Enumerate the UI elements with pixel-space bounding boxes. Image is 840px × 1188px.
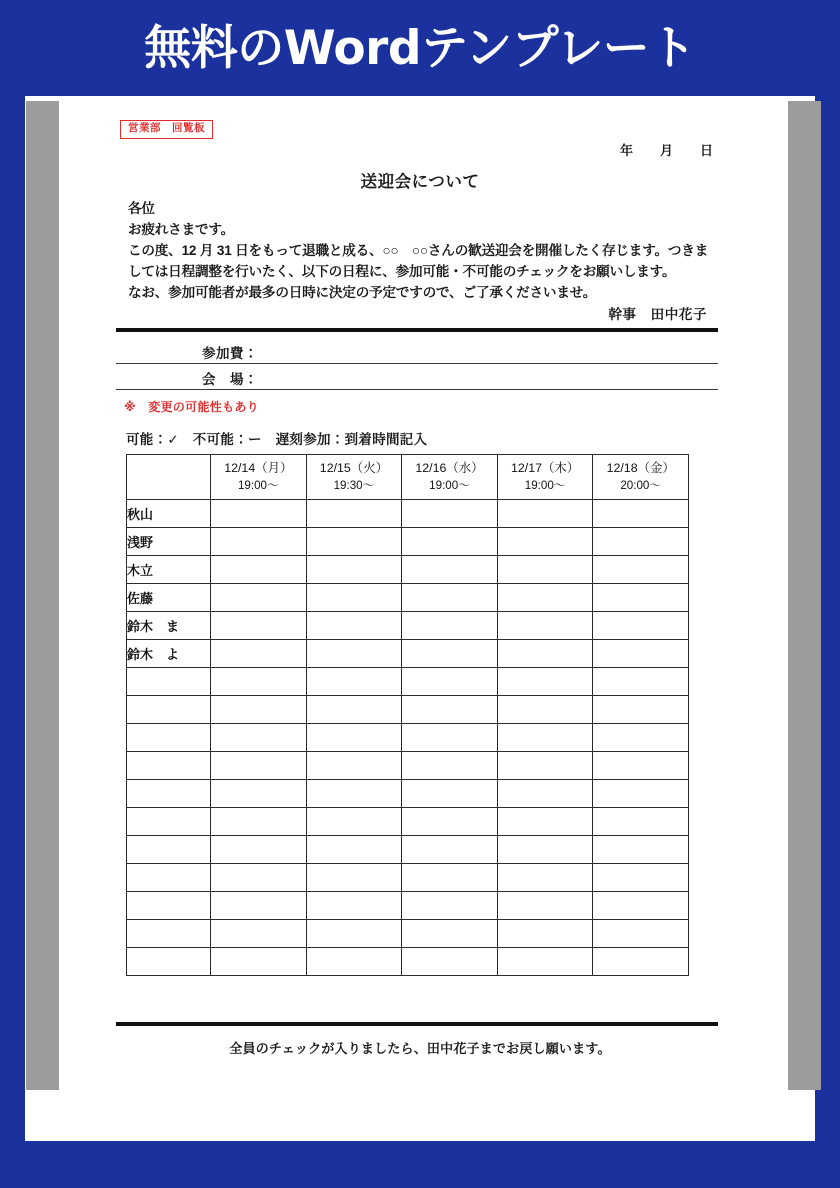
header-time-3: 19:00〜 [429,478,470,492]
attendee-name-cell[interactable] [127,668,211,696]
footer-instruction: 全員のチェックが入りましたら、田中花子までお戻し願います。 [229,1041,611,1056]
attendance-mark-cell[interactable] [211,920,307,948]
table-row [127,696,689,724]
attendance-mark-cell[interactable] [593,668,689,696]
table-row [127,752,689,780]
attendance-mark-cell[interactable] [497,612,593,640]
attendance-mark-cell[interactable] [306,780,402,808]
attendance-mark-cell[interactable] [402,836,498,864]
header-time-1: 19:00〜 [237,478,279,492]
attendance-mark-cell[interactable] [402,612,498,640]
attendance-mark-cell[interactable] [402,948,498,976]
attendee-name-cell[interactable] [127,696,211,724]
department-stamp: 営業部 回覧板 [120,120,213,139]
fee-field[interactable] [116,338,718,364]
attendance-mark-cell[interactable] [497,864,593,892]
attendance-mark-cell[interactable] [497,500,593,528]
attendee-name-cell[interactable] [127,808,211,836]
organizer-signature: 幹事 田中花子 [608,307,707,323]
attendance-mark-cell[interactable] [593,836,689,864]
attendance-mark-cell[interactable] [402,780,498,808]
table-header-day-1 [211,455,307,500]
table-row [127,640,689,668]
attendance-mark-cell[interactable] [211,780,307,808]
attendee-name-cell[interactable] [127,948,211,976]
attendance-mark-cell[interactable] [593,500,689,528]
date-line: 年 月 日 [619,143,720,158]
attendance-mark-cell[interactable] [402,640,498,668]
attendance-mark-cell[interactable] [211,584,307,612]
table-corner-cell [127,455,211,500]
fee-field-label: 参加費： [202,346,258,361]
attendance-mark-cell[interactable] [497,752,593,780]
attendee-name-cell[interactable]: 木立 [127,556,211,584]
attendance-mark-cell[interactable] [306,864,402,892]
table-header-day-4 [497,455,593,500]
header-time-4: 19:00〜 [524,478,566,492]
venue-field-label: 会 場： [202,372,258,387]
attendance-mark-cell[interactable] [211,500,307,528]
attendance-mark-cell[interactable] [211,612,307,640]
attendance-mark-cell[interactable] [593,808,689,836]
venue-field[interactable] [116,364,718,390]
attendance-mark-cell[interactable] [497,892,593,920]
attendance-mark-cell[interactable] [306,612,402,640]
attendance-mark-cell[interactable] [402,500,498,528]
table-row [127,836,689,864]
attendance-mark-cell[interactable] [497,696,593,724]
attendee-name-cell[interactable] [127,892,211,920]
table-row [127,920,689,948]
table-header-day-3 [402,455,498,500]
attendance-mark-cell[interactable] [211,752,307,780]
attendance-mark-cell[interactable] [402,920,498,948]
attendance-mark-cell[interactable] [593,528,689,556]
attendance-table-head [127,455,689,500]
attendee-name-cell[interactable] [127,920,211,948]
attendance-mark-cell[interactable] [593,556,689,584]
attendee-name-cell[interactable]: 鈴木 ま [127,612,211,640]
attendee-name-cell[interactable]: 鈴木 よ [127,640,211,668]
attendance-table-body [127,500,689,976]
table-row [127,724,689,752]
attendance-mark-cell[interactable] [497,640,593,668]
attendance-mark-cell[interactable] [402,528,498,556]
body-paragraph-2: なお、参加可能者が最多の日時に決定の予定ですので、ご了承くださいませ。 [128,285,597,301]
attendance-mark-cell[interactable] [306,808,402,836]
attendance-mark-cell[interactable] [211,724,307,752]
attendance-mark-cell[interactable] [306,724,402,752]
attendee-name-cell[interactable]: 佐藤 [127,584,211,612]
letter-body [128,198,713,325]
salutation: 各位 [128,201,155,216]
attendance-mark-cell[interactable] [306,948,402,976]
attendance-mark-cell[interactable] [593,612,689,640]
attendance-mark-cell[interactable] [593,584,689,612]
header-date-4: 12/17（木） [510,460,580,475]
attendance-mark-cell[interactable] [593,780,689,808]
attendance-mark-cell[interactable] [306,668,402,696]
table-header-day-2 [306,455,402,500]
header-time-5: 20:00〜 [620,478,661,492]
attendance-mark-cell[interactable] [497,584,593,612]
attendee-name-cell[interactable]: 浅野 [127,528,211,556]
page-title: 送迎会について [360,173,480,191]
attendee-name-cell[interactable] [127,752,211,780]
attendance-mark-cell[interactable] [306,640,402,668]
table-row [127,948,689,976]
attendance-mark-cell[interactable] [402,696,498,724]
attendance-mark-cell[interactable] [593,696,689,724]
attendance-mark-cell[interactable] [402,864,498,892]
table-header-row [127,455,689,500]
header-date-5: 12/18（金） [606,460,675,475]
attendee-name-cell[interactable]: 秋山 [127,500,211,528]
table-row [127,892,689,920]
header-date-2: 12/15（火） [319,460,388,475]
table-row [127,500,689,528]
attendance-mark-cell[interactable] [306,500,402,528]
promo-banner-title: 無料のWordテンプレート [144,20,696,76]
table-row [127,808,689,836]
attendee-name-cell[interactable] [127,780,211,808]
table-row [127,584,689,612]
attendance-mark-cell[interactable] [593,640,689,668]
greeting: お疲れさまです。 [128,222,235,238]
attendance-mark-cell[interactable] [402,668,498,696]
header-time-2: 19:30〜 [333,478,375,492]
table-row [127,556,689,584]
page-gutter-right [788,101,821,1090]
attendance-mark-cell[interactable] [211,556,307,584]
attendance-mark-cell[interactable] [593,948,689,976]
attendance-mark-cell[interactable] [497,920,593,948]
attendance-mark-cell[interactable] [497,528,593,556]
attendance-mark-cell[interactable] [211,528,307,556]
attendance-mark-cell[interactable] [593,892,689,920]
attendance-mark-cell[interactable] [497,808,593,836]
attendance-mark-cell[interactable] [211,640,307,668]
attendance-mark-cell[interactable] [211,696,307,724]
attendance-table [126,454,689,976]
attendance-mark-cell[interactable] [497,780,593,808]
attendance-mark-cell[interactable] [497,948,593,976]
document-content [120,116,720,1076]
attendance-mark-cell[interactable] [306,528,402,556]
divider-bottom [116,1022,718,1026]
attendee-name-cell[interactable] [127,836,211,864]
attendance-mark-cell[interactable] [497,724,593,752]
attendance-mark-cell[interactable] [211,948,307,976]
promo-banner [0,0,840,96]
divider-top [116,328,718,332]
page-gutter-left [26,101,59,1090]
attendance-mark-cell[interactable] [306,584,402,612]
attendance-mark-cell[interactable] [402,584,498,612]
attendance-mark-cell[interactable] [211,892,307,920]
attendance-mark-cell[interactable] [306,892,402,920]
table-row [127,780,689,808]
table-row [127,612,689,640]
attendance-mark-cell[interactable] [593,724,689,752]
attendance-mark-cell[interactable] [497,836,593,864]
attendance-mark-cell[interactable] [211,836,307,864]
header-date-3: 12/16（水） [415,460,484,475]
attendance-mark-cell[interactable] [211,864,307,892]
attendance-mark-cell[interactable] [402,556,498,584]
attendance-mark-cell[interactable] [593,920,689,948]
attendance-mark-cell[interactable] [593,752,689,780]
attendance-mark-cell[interactable] [306,752,402,780]
body-paragraph-1: この度、12 月 31 日をもって退職と成る、○○ ○○さんの歓送迎会を開催したく存じます。つきましては日程調整を行いたく、以下の日程に、参加可能・不可能のチェックをお願いします。 [128,243,709,280]
attendance-mark-cell[interactable] [402,808,498,836]
table-header-day-5 [593,455,689,500]
attendance-mark-cell[interactable] [306,556,402,584]
attendance-mark-cell[interactable] [497,556,593,584]
change-note: ※ 変更の可能性もあり [124,400,259,414]
attendee-name-cell[interactable] [127,864,211,892]
attendance-mark-cell[interactable] [497,668,593,696]
attendance-mark-cell[interactable] [402,892,498,920]
attendance-mark-cell[interactable] [306,836,402,864]
table-row [127,668,689,696]
attendance-mark-cell[interactable] [306,920,402,948]
attendance-mark-cell[interactable] [211,668,307,696]
header-date-1: 12/14（月） [224,460,293,475]
attendance-mark-cell[interactable] [402,724,498,752]
attendance-mark-cell[interactable] [306,696,402,724]
attendee-name-cell[interactable] [127,724,211,752]
attendance-mark-cell[interactable] [211,808,307,836]
attendance-mark-cell[interactable] [593,864,689,892]
mark-legend: 可能：✓ 不可能：ー 遅刻参加：到着時間記入 [126,432,428,447]
attendance-mark-cell[interactable] [402,752,498,780]
table-row [127,864,689,892]
document-page [25,96,815,1141]
table-row [127,528,689,556]
